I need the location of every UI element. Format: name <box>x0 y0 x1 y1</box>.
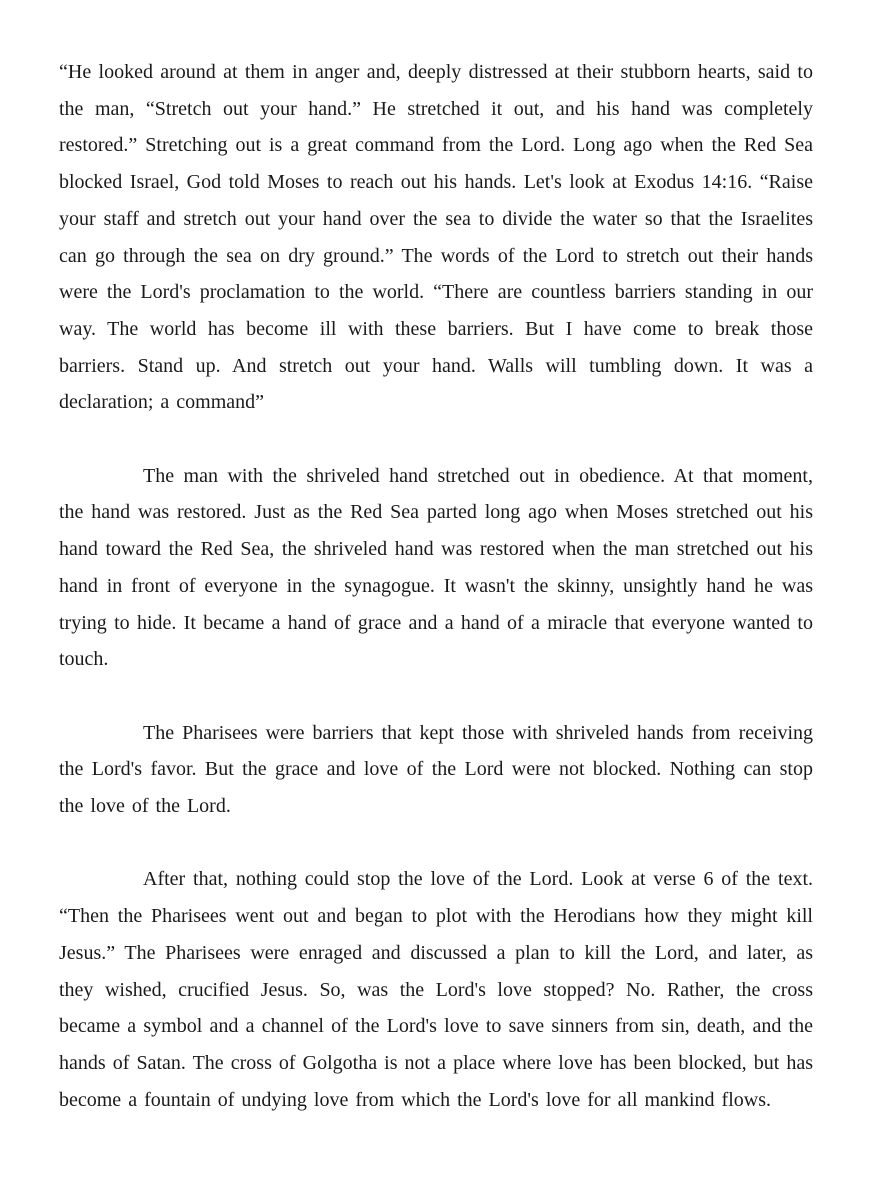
paragraph-4: After that, nothing could stop the love of the Lord. Look at verse 6 of the text. “Then the Pharisees went out and began to plot with the Herodians how they might kill Jesus.” The Pharisees were enraged and discussed a plan to kill the Lord, and later, as they wished, crucified Jesus. So, was the Lord's love stopped? No. Rather, the cross became a symbol and a channel of the Lord's love to save sinners from sin, death, and the hands of Satan. The cross of Golgotha is not a place where love has been blocked, but has become a fountain of undying love from which the Lord's love for all mankind flows. <box>59 868 813 1111</box>
paragraph-2: The man with the shriveled hand stretched out in obedience. At that moment, the hand was restored. Just as the Red Sea parted long ago when Moses stretched out his hand toward the Red Sea, the shriveled hand was restored when the man stretched out his hand in front of everyone in the synagogue. It wasn't the skinny, unsightly hand he was trying to hide. It became a hand of grace and a hand of a miracle that everyone wanted to touch. <box>59 464 813 671</box>
paragraph-1: “He looked around at them in anger and, deeply distressed at their stubborn hearts, said to the man, “Stretch out your hand.” He stretched it out, and his hand was completely restored.” Stretching out is a great command from the Lord. Long ago when the Red Sea blocked Israel, God told Moses to reach out his hands. Let's look at Exodus 14:16. “Raise your staff and stretch out your hand over the sea to divide the water so that the Israelites can go through the sea on dry ground.” The words of the Lord to stretch out their hands were the Lord's proclamation to the world. “There are countless barriers standing in our way. The world has become ill with these barriers. But I have come to break those barriers. Stand up. And stretch out your hand. Walls will tumbling down. It was a declaration; a command” <box>59 61 813 414</box>
paragraph-3: The Pharisees were barriers that kept those with shriveled hands from receiving the Lord's favor. But the grace and love of the Lord were not blocked. Nothing can stop the love of the Lord. <box>59 721 813 818</box>
document-page <box>59 54 813 1118</box>
